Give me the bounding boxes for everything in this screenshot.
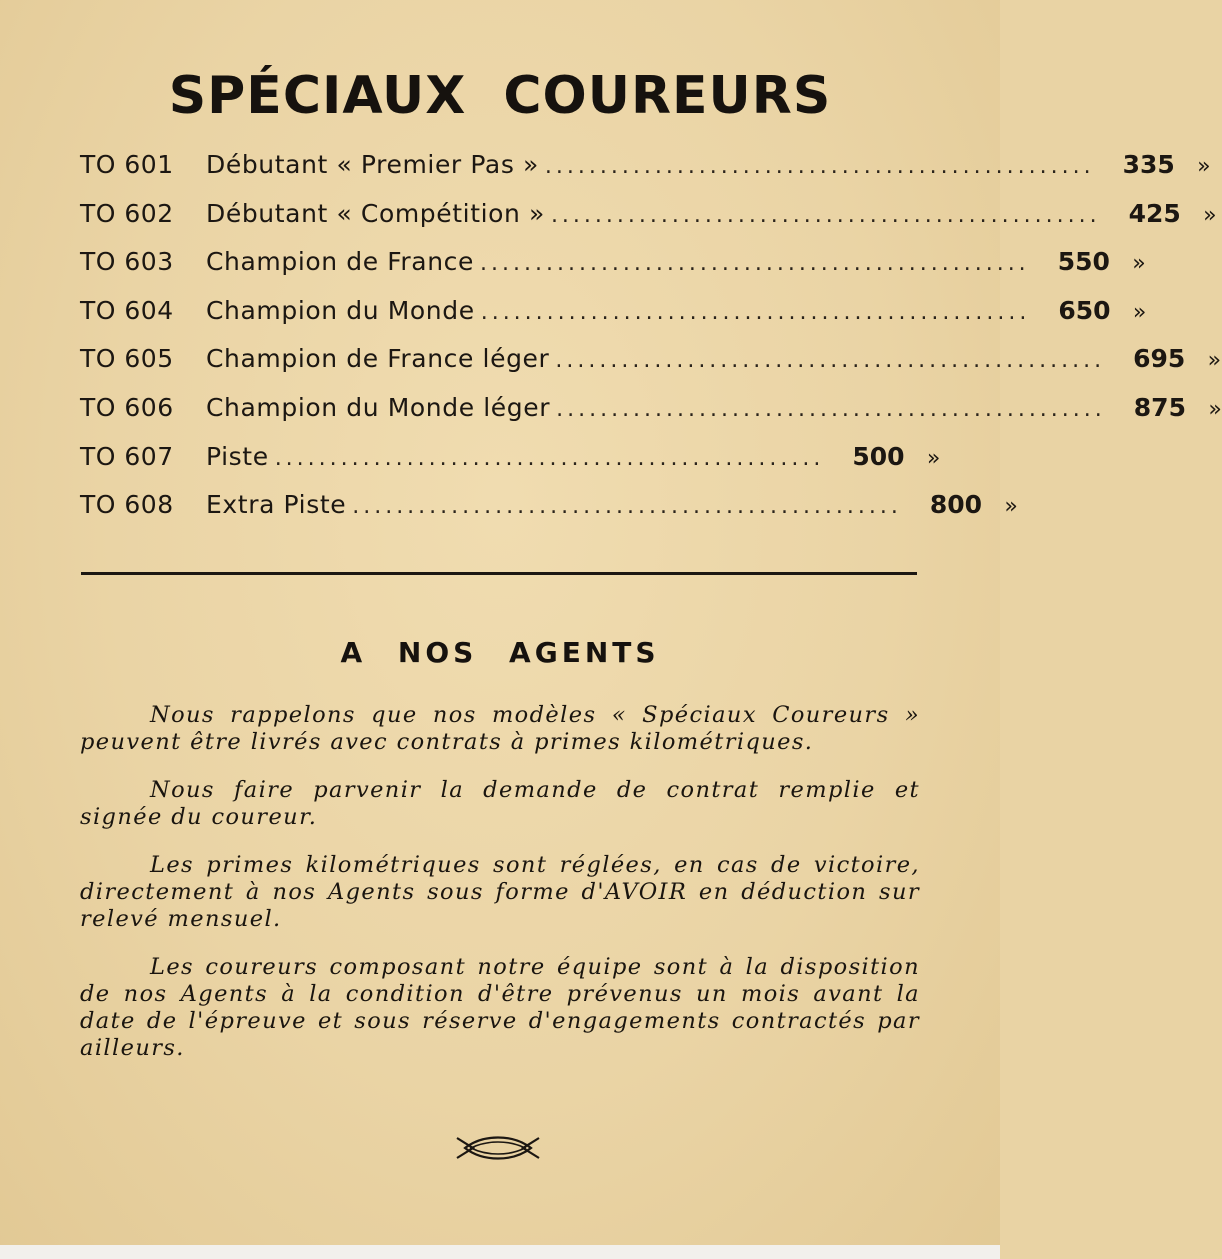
- dot-leader: ..................................................: [550, 202, 1101, 228]
- model-name: Débutant « Compétition »: [206, 198, 545, 228]
- model-price: 650: [1058, 295, 1111, 325]
- fish-ornament-icon: [455, 1134, 541, 1162]
- model-code: TO 608: [80, 490, 174, 520]
- page-title: SPÉCIAUX COUREURS: [168, 66, 832, 126]
- model-code: TO 606: [80, 392, 174, 422]
- model-price: 425: [1128, 198, 1181, 228]
- ditto-mark: »: [1132, 251, 1146, 277]
- ditto-mark: »: [1132, 299, 1147, 325]
- model-price: 875: [1133, 392, 1186, 422]
- ditto-mark: »: [1207, 348, 1222, 374]
- dot-leader: ..................................................: [274, 445, 825, 471]
- section-divider: [81, 572, 917, 575]
- price-list: [80, 150, 1222, 539]
- agents-paragraph: Les primes kilométriques sont réglées, en cas de victoire, directement à nos Agents sous forme d'AVOIR en déduction sur relevé mensuel.: [80, 852, 920, 932]
- dot-leader: ..................................................: [480, 251, 1030, 277]
- model-code: TO 604: [80, 295, 174, 325]
- model-price: 800: [929, 490, 983, 520]
- price-row: [80, 198, 1217, 248]
- ditto-mark: »: [1004, 494, 1018, 520]
- dot-leader: ..................................................: [555, 348, 1106, 374]
- price-row: [80, 441, 941, 491]
- model-code: TO 605: [80, 344, 174, 374]
- model-name: Champion du Monde léger: [206, 392, 551, 422]
- ditto-mark: »: [926, 445, 941, 471]
- dot-leader: ..................................................: [352, 494, 902, 520]
- price-row: [80, 247, 1146, 296]
- model-name: Débutant « Premier Pas »: [206, 150, 539, 179]
- model-code: TO 607: [80, 441, 174, 471]
- model-price: 695: [1133, 344, 1186, 374]
- model-name: Extra Piste: [206, 490, 347, 520]
- model-name: Champion de France: [206, 247, 475, 277]
- agents-paragraph: Nous rappelons que nos modèles « Spéciaux Coureurs » peuvent être livrés avec contrats à primes kilométriques.: [80, 702, 920, 755]
- model-code: TO 602: [80, 198, 174, 228]
- agents-notice: [80, 702, 920, 1083]
- price-row: [80, 490, 1018, 539]
- model-name: Champion de France léger: [206, 344, 550, 374]
- agents-paragraph: Les coureurs composant notre équipe sont à la disposition de nos Agents à la condition d'être prévenus un mois avant la date de l'épreuve et sous réserve d'engagements contractés par ailleurs.: [80, 954, 920, 1061]
- dot-leader: ..................................................: [544, 154, 1095, 179]
- agents-paragraph: Nous faire parvenir la demande de contrat remplie et signée du coureur.: [80, 777, 920, 830]
- model-code: TO 603: [80, 247, 174, 277]
- dot-leader: ..................................................: [480, 299, 1031, 325]
- price-row: [80, 295, 1147, 345]
- model-name: Champion du Monde: [206, 295, 475, 325]
- price-row: [80, 392, 1222, 442]
- price-row: [80, 150, 1211, 199]
- page-edge: [0, 1245, 1000, 1259]
- model-price: 335: [1122, 150, 1175, 179]
- ditto-mark: »: [1203, 202, 1217, 228]
- agents-title: A NOS AGENTS: [340, 636, 660, 669]
- model-name: Piste: [206, 441, 269, 471]
- dot-leader: ..................................................: [556, 396, 1106, 422]
- model-code: TO 601: [80, 150, 174, 179]
- ditto-mark: »: [1208, 396, 1222, 422]
- model-price: 500: [852, 441, 905, 471]
- ditto-mark: »: [1197, 154, 1211, 179]
- model-price: 550: [1057, 247, 1110, 277]
- price-row: [80, 344, 1222, 393]
